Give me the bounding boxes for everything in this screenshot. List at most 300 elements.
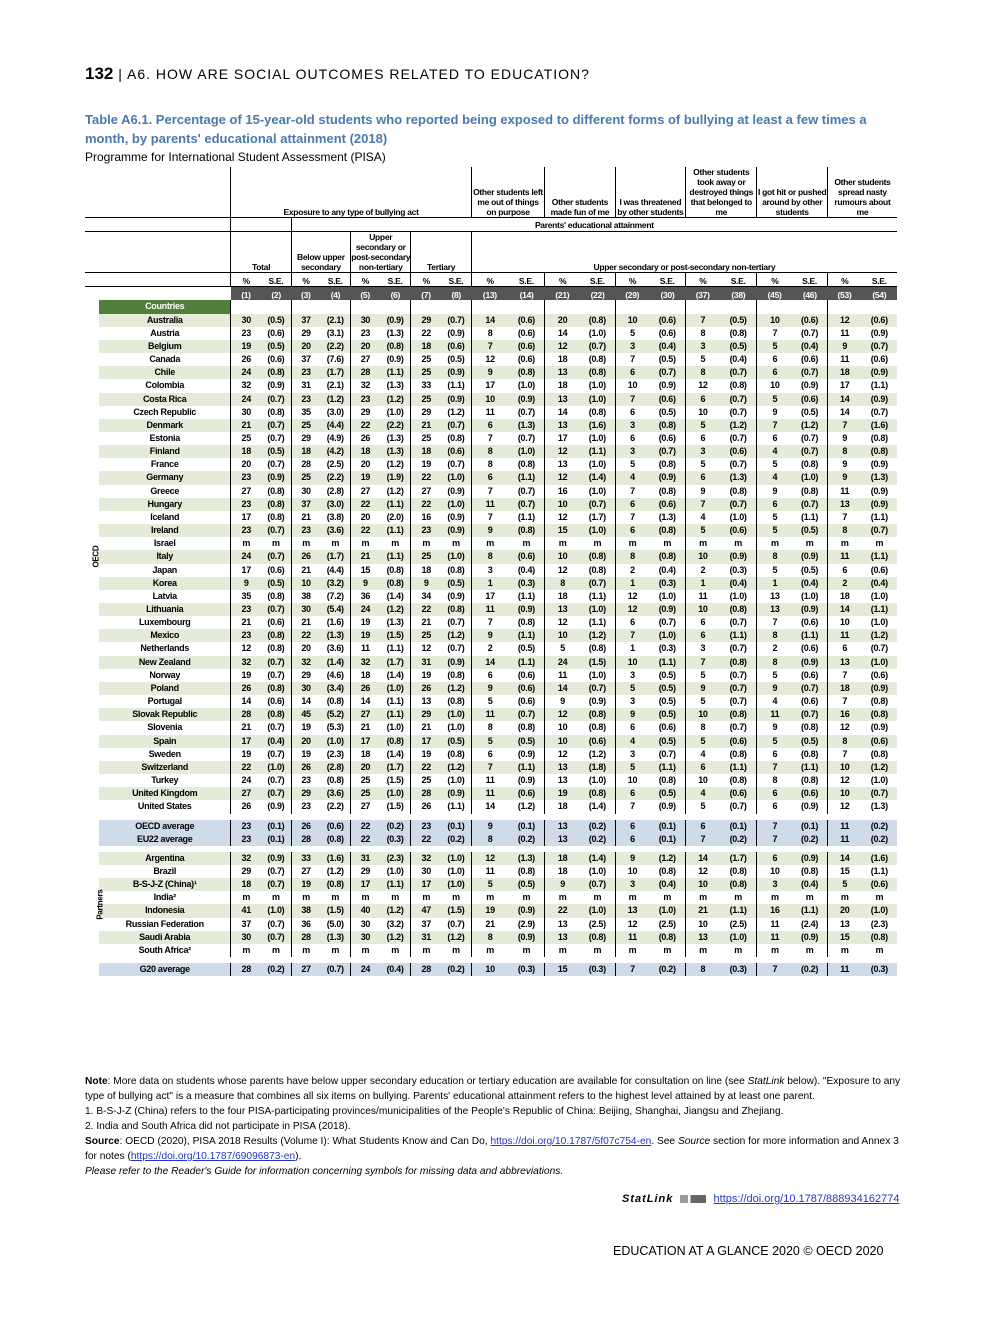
value-cell: 12 [545, 564, 580, 577]
se-cell: m [862, 944, 897, 957]
value-cell: 13 [827, 498, 861, 511]
table-body [85, 300, 897, 976]
value-cell: 9 [686, 485, 720, 498]
se-cell: (0.8) [261, 366, 291, 379]
value-cell: 8 [757, 774, 792, 787]
value-cell: 7 [615, 511, 649, 524]
value-cell: 6 [471, 471, 508, 484]
table-row [85, 406, 897, 419]
se-cell: (1.1) [380, 708, 411, 721]
se-cell: (0.4) [720, 353, 757, 366]
se-cell: (1.2) [380, 603, 411, 616]
se-cell: m [580, 891, 615, 904]
value-cell: 5 [827, 878, 861, 891]
value-cell: m [545, 944, 580, 957]
value-cell: 21 [411, 419, 441, 432]
se-cell: (0.8) [792, 748, 827, 761]
value-cell: 7 [757, 761, 792, 774]
value-cell: 4 [615, 735, 649, 748]
se-cell: (1.2) [862, 629, 897, 642]
value-cell: 15 [827, 865, 861, 878]
value-cell: 13 [757, 603, 792, 616]
se-cell: (0.3) [509, 577, 545, 590]
table-row [85, 669, 897, 682]
se-cell: (0.9) [441, 485, 471, 498]
se-cell: (3.0) [320, 498, 350, 511]
se-cell: (0.9) [261, 800, 291, 813]
se-header: S.E. [862, 273, 897, 287]
value-cell: 10 [686, 774, 720, 787]
value-cell: 18 [545, 379, 580, 392]
se-cell: m [720, 537, 757, 550]
se-cell: (0.5) [649, 708, 685, 721]
se-cell: (0.7) [580, 340, 615, 353]
value-cell: 30 [351, 931, 380, 944]
source-text-2: . See [651, 1136, 678, 1147]
se-cell: (0.9) [580, 695, 615, 708]
section-title: | A6. HOW ARE SOCIAL OUTCOMES RELATED TO EDUCATION? [118, 66, 590, 82]
se-cell: (1.7) [720, 852, 757, 865]
se-cell: (1.0) [380, 865, 411, 878]
se-header: S.E. [720, 273, 757, 287]
value-cell: 18 [545, 865, 580, 878]
se-cell: (0.4) [649, 878, 685, 891]
country-name: Portugal [99, 695, 231, 708]
se-cell: (0.9) [380, 353, 411, 366]
country-name: Turkey [99, 774, 231, 787]
source-link-1[interactable]: https://doi.org/10.1787/5f07c754-en [490, 1136, 652, 1147]
se-cell: (0.3) [380, 833, 411, 846]
se-cell: (1.1) [792, 629, 827, 642]
value-cell: 14 [827, 406, 861, 419]
page-number: 132 [85, 64, 114, 83]
se-cell: m [380, 537, 411, 550]
value-cell: 11 [471, 406, 508, 419]
value-cell: 25 [351, 774, 380, 787]
value-cell: 10 [757, 379, 792, 392]
se-cell: (0.7) [649, 616, 685, 629]
country-name: Iceland [99, 511, 231, 524]
value-cell: 28 [231, 963, 261, 976]
se-cell: (0.2) [862, 833, 897, 846]
se-cell: (0.7) [261, 918, 291, 931]
se-cell: (0.4) [509, 564, 545, 577]
source-word: Source [677, 1136, 711, 1147]
country-name: Australia [99, 314, 231, 327]
se-cell: m [649, 944, 685, 957]
se-cell: (1.3) [509, 419, 545, 432]
se-cell: (1.6) [320, 852, 350, 865]
value-cell: 12 [545, 445, 580, 458]
se-cell: (0.8) [862, 748, 897, 761]
se-cell: (0.6) [720, 524, 757, 537]
se-cell: (1.1) [380, 878, 411, 891]
value-cell: 7 [615, 485, 649, 498]
se-cell: m [320, 944, 350, 957]
se-cell: (0.7) [862, 524, 897, 537]
value-cell: 8 [615, 550, 649, 563]
value-cell: 18 [411, 340, 441, 353]
se-cell: (1.4) [380, 669, 411, 682]
value-cell: 17 [411, 878, 441, 891]
value-cell: 8 [757, 656, 792, 669]
value-cell: 10 [545, 550, 580, 563]
data-table [85, 167, 897, 976]
source-link-2[interactable]: https://doi.org/10.1787/69096873-en [130, 1151, 296, 1162]
statlink-url[interactable]: https://doi.org/10.1787/888934162774 [713, 1193, 900, 1205]
country-name: Slovenia [99, 721, 231, 734]
value-cell: m [757, 537, 792, 550]
se-header: S.E. [320, 273, 350, 287]
value-cell: 5 [686, 419, 720, 432]
se-cell: (0.8) [261, 511, 291, 524]
value-cell: 23 [291, 393, 320, 406]
se-cell: (0.5) [649, 406, 685, 419]
value-cell: 4 [615, 471, 649, 484]
se-cell: (1.7) [320, 366, 350, 379]
se-cell: (0.9) [261, 852, 291, 865]
value-cell: 5 [471, 878, 508, 891]
se-cell: (0.9) [862, 458, 897, 471]
value-cell: 28 [291, 833, 320, 846]
value-cell: 37 [291, 498, 320, 511]
se-cell: (1.2) [380, 904, 411, 917]
se-cell: (1.1) [509, 761, 545, 774]
se-cell: (0.8) [649, 774, 685, 787]
value-cell: 2 [757, 642, 792, 655]
se-cell: (0.7) [792, 366, 827, 379]
value-cell: 33 [411, 379, 441, 392]
se-cell: (0.8) [441, 603, 471, 616]
value-cell: 23 [291, 366, 320, 379]
header-threatened: I was threatened by other students [615, 167, 685, 218]
value-cell: 5 [615, 761, 649, 774]
se-cell: (0.8) [580, 708, 615, 721]
value-cell: 3 [686, 642, 720, 655]
se-cell: (0.9) [441, 524, 471, 537]
country-name: Netherlands [99, 642, 231, 655]
se-cell: (0.8) [261, 590, 291, 603]
value-cell: 17 [351, 735, 380, 748]
value-cell: 8 [471, 833, 508, 846]
country-name: Spain [99, 735, 231, 748]
se-header: S.E. [509, 273, 545, 287]
se-cell: (0.6) [649, 327, 685, 340]
se-cell: (2.3) [320, 748, 350, 761]
se-cell: (0.7) [720, 682, 757, 695]
value-cell: 26 [291, 550, 320, 563]
value-cell: 13 [545, 931, 580, 944]
country-name: Latvia [99, 590, 231, 603]
se-cell: (0.9) [509, 904, 545, 917]
value-cell: 10 [827, 787, 861, 800]
table-row [85, 878, 897, 891]
value-cell: 30 [351, 314, 380, 327]
value-cell: 12 [615, 590, 649, 603]
value-cell: 7 [827, 511, 861, 524]
se-cell: (0.3) [649, 577, 685, 590]
se-cell: (2.3) [380, 852, 411, 865]
value-cell: 18 [545, 800, 580, 813]
value-cell: 13 [545, 458, 580, 471]
value-cell: 23 [291, 524, 320, 537]
se-cell: (0.9) [509, 748, 545, 761]
country-name: Luxembourg [99, 616, 231, 629]
value-cell: 20 [291, 642, 320, 655]
se-cell: (1.1) [862, 550, 897, 563]
value-cell: 18 [231, 878, 261, 891]
se-cell: (0.4) [792, 340, 827, 353]
value-cell: 37 [411, 918, 441, 931]
value-cell: 12 [827, 800, 861, 813]
se-cell: m [862, 537, 897, 550]
country-name: Israel [99, 537, 231, 550]
value-cell: 36 [351, 590, 380, 603]
se-cell: (0.9) [509, 603, 545, 616]
se-cell: (3.1) [320, 327, 350, 340]
value-cell: 29 [411, 406, 441, 419]
source-text-4: ). [295, 1151, 302, 1162]
se-cell: (0.2) [792, 963, 827, 976]
table-container [85, 167, 897, 976]
se-cell: (0.7) [261, 865, 291, 878]
value-cell: 9 [757, 406, 792, 419]
value-cell: 5 [686, 353, 720, 366]
page-footer: EDUCATION AT A GLANCE 2020 © OECD 2020 [613, 1244, 884, 1258]
value-cell: 14 [471, 314, 508, 327]
value-cell: 8 [686, 721, 720, 734]
se-cell: (1.0) [380, 787, 411, 800]
value-cell: 17 [351, 878, 380, 891]
table-row [85, 603, 897, 616]
value-cell: 10 [471, 393, 508, 406]
se-cell: (1.0) [649, 590, 685, 603]
se-cell: (1.0) [862, 904, 897, 917]
value-cell: 4 [686, 511, 720, 524]
se-cell: m [580, 537, 615, 550]
se-cell: (0.8) [649, 419, 685, 432]
value-cell: 10 [827, 616, 861, 629]
value-cell: 7 [827, 695, 861, 708]
value-cell: 18 [545, 590, 580, 603]
readers-guide-text: Please refer to the Reader's Guide for information concerning symbols for missing data and abbreviations. [85, 1166, 564, 1177]
value-cell: 5 [686, 735, 720, 748]
se-cell: (1.4) [580, 852, 615, 865]
value-cell: 5 [757, 458, 792, 471]
se-cell: (0.8) [380, 340, 411, 353]
se-cell: (0.6) [580, 735, 615, 748]
value-cell: 26 [411, 682, 441, 695]
se-cell: (1.0) [380, 682, 411, 695]
value-cell: 15 [827, 931, 861, 944]
se-cell: (2.8) [320, 761, 350, 774]
se-cell: (1.3) [380, 445, 411, 458]
se-cell: (0.8) [862, 432, 897, 445]
value-cell: 19 [291, 748, 320, 761]
value-cell: 7 [615, 629, 649, 642]
se-cell: (0.8) [720, 379, 757, 392]
se-cell: (0.8) [261, 682, 291, 695]
se-cell: (0.8) [649, 865, 685, 878]
se-cell: (0.8) [792, 865, 827, 878]
value-cell: 9 [471, 629, 508, 642]
se-cell: (0.4) [792, 577, 827, 590]
value-cell: 8 [686, 963, 720, 976]
column-index: (4) [320, 287, 350, 301]
value-cell: 23 [351, 393, 380, 406]
country-name: United Kingdom [99, 787, 231, 800]
se-cell: (1.1) [380, 695, 411, 708]
country-name: Belgium [99, 340, 231, 353]
se-cell: (0.7) [509, 406, 545, 419]
se-cell: (0.1) [441, 820, 471, 833]
se-cell: (1.0) [580, 327, 615, 340]
source-text-3: section for more information and Annex 3 for notes ( [85, 1136, 899, 1162]
country-name: South Africa² [99, 944, 231, 957]
se-cell: (0.6) [649, 721, 685, 734]
se-cell: (0.6) [792, 787, 827, 800]
se-cell: (0.8) [509, 366, 545, 379]
value-cell: 11 [471, 865, 508, 878]
value-cell: 5 [615, 682, 649, 695]
se-cell: (4.4) [320, 564, 350, 577]
note-text-1: : More data on students whose parents have below upper secondary education or tertiary education are available for consultation on line (see [107, 1076, 748, 1087]
table-row [85, 432, 897, 445]
value-cell: 10 [615, 774, 649, 787]
se-cell: (1.1) [792, 511, 827, 524]
value-cell: 8 [757, 550, 792, 563]
value-cell: 19 [411, 748, 441, 761]
country-name: New Zealand [99, 656, 231, 669]
value-cell: 7 [471, 761, 508, 774]
se-cell: (0.8) [509, 458, 545, 471]
value-cell: 13 [545, 603, 580, 616]
value-cell: 7 [757, 820, 792, 833]
se-cell: (1.0) [380, 406, 411, 419]
se-cell: (0.5) [792, 564, 827, 577]
se-cell: (0.7) [720, 721, 757, 734]
se-cell: (0.8) [862, 695, 897, 708]
value-cell: 23 [231, 820, 261, 833]
se-cell: (1.5) [320, 904, 350, 917]
value-cell: 9 [827, 458, 861, 471]
value-cell: 12 [471, 852, 508, 865]
se-cell: (1.0) [649, 904, 685, 917]
value-cell: 7 [471, 485, 508, 498]
value-cell: 27 [291, 963, 320, 976]
value-cell: 10 [615, 314, 649, 327]
value-cell: 17 [471, 379, 508, 392]
value-cell: 29 [411, 314, 441, 327]
se-cell: (0.6) [509, 669, 545, 682]
se-cell: m [720, 891, 757, 904]
se-cell: (0.1) [792, 820, 827, 833]
value-cell: m [291, 537, 320, 550]
value-cell: 10 [827, 761, 861, 774]
note-paragraph [85, 1074, 907, 1104]
value-cell: 12 [411, 642, 441, 655]
value-cell: 11 [615, 931, 649, 944]
value-cell: 19 [411, 458, 441, 471]
value-cell: 13 [545, 366, 580, 379]
value-cell: 22 [411, 498, 441, 511]
se-cell: (0.7) [261, 550, 291, 563]
value-cell: 9 [615, 708, 649, 721]
se-cell: (4.4) [320, 419, 350, 432]
se-cell: (0.5) [649, 735, 685, 748]
value-cell: 9 [827, 471, 861, 484]
value-cell: 32 [291, 656, 320, 669]
value-cell: 25 [411, 366, 441, 379]
se-cell: (0.8) [580, 787, 615, 800]
se-cell: (2.2) [320, 340, 350, 353]
value-cell: 30 [291, 682, 320, 695]
value-cell: 21 [291, 564, 320, 577]
country-name: Greece [99, 485, 231, 498]
value-cell: 11 [827, 353, 861, 366]
se-cell: (0.8) [720, 327, 757, 340]
se-cell: (0.7) [792, 682, 827, 695]
se-cell: (1.2) [380, 485, 411, 498]
value-cell: m [686, 891, 720, 904]
value-cell: 11 [471, 498, 508, 511]
se-cell: (1.4) [580, 800, 615, 813]
se-cell: (0.5) [261, 577, 291, 590]
country-name: Germany [99, 471, 231, 484]
value-cell: 9 [827, 432, 861, 445]
se-cell: (0.6) [649, 498, 685, 511]
value-cell: 25 [411, 629, 441, 642]
se-cell: (1.1) [441, 800, 471, 813]
column-index: (7) [411, 287, 441, 301]
table-row [85, 918, 897, 931]
se-cell: (0.7) [720, 498, 757, 511]
country-name: OECD average [99, 820, 231, 833]
value-cell: 5 [757, 669, 792, 682]
value-cell: 17 [545, 432, 580, 445]
value-cell: 3 [615, 419, 649, 432]
se-cell: (1.3) [380, 616, 411, 629]
value-cell: 7 [686, 314, 720, 327]
value-cell: 7 [615, 800, 649, 813]
table-row [85, 963, 897, 976]
value-cell: 29 [351, 865, 380, 878]
country-name: Denmark [99, 419, 231, 432]
value-cell: 5 [757, 511, 792, 524]
value-cell: 7 [471, 511, 508, 524]
se-cell: (0.7) [720, 393, 757, 406]
country-name: Japan [99, 564, 231, 577]
value-cell: 23 [291, 800, 320, 813]
value-cell: 21 [231, 721, 261, 734]
se-cell: (0.9) [261, 471, 291, 484]
statlink-icon [680, 1195, 706, 1203]
se-cell: (1.0) [720, 590, 757, 603]
se-cell: (1.2) [580, 748, 615, 761]
se-cell: (1.4) [380, 748, 411, 761]
value-cell: 14 [827, 603, 861, 616]
value-cell: 14 [827, 393, 861, 406]
value-cell: 25 [291, 419, 320, 432]
value-cell: 3 [615, 748, 649, 761]
partners-side-label [85, 852, 105, 957]
se-cell: (0.4) [792, 878, 827, 891]
se-cell: (0.9) [862, 366, 897, 379]
se-cell: (1.2) [320, 393, 350, 406]
se-cell: (1.0) [441, 852, 471, 865]
value-cell: 25 [411, 353, 441, 366]
value-cell: m [291, 944, 320, 957]
